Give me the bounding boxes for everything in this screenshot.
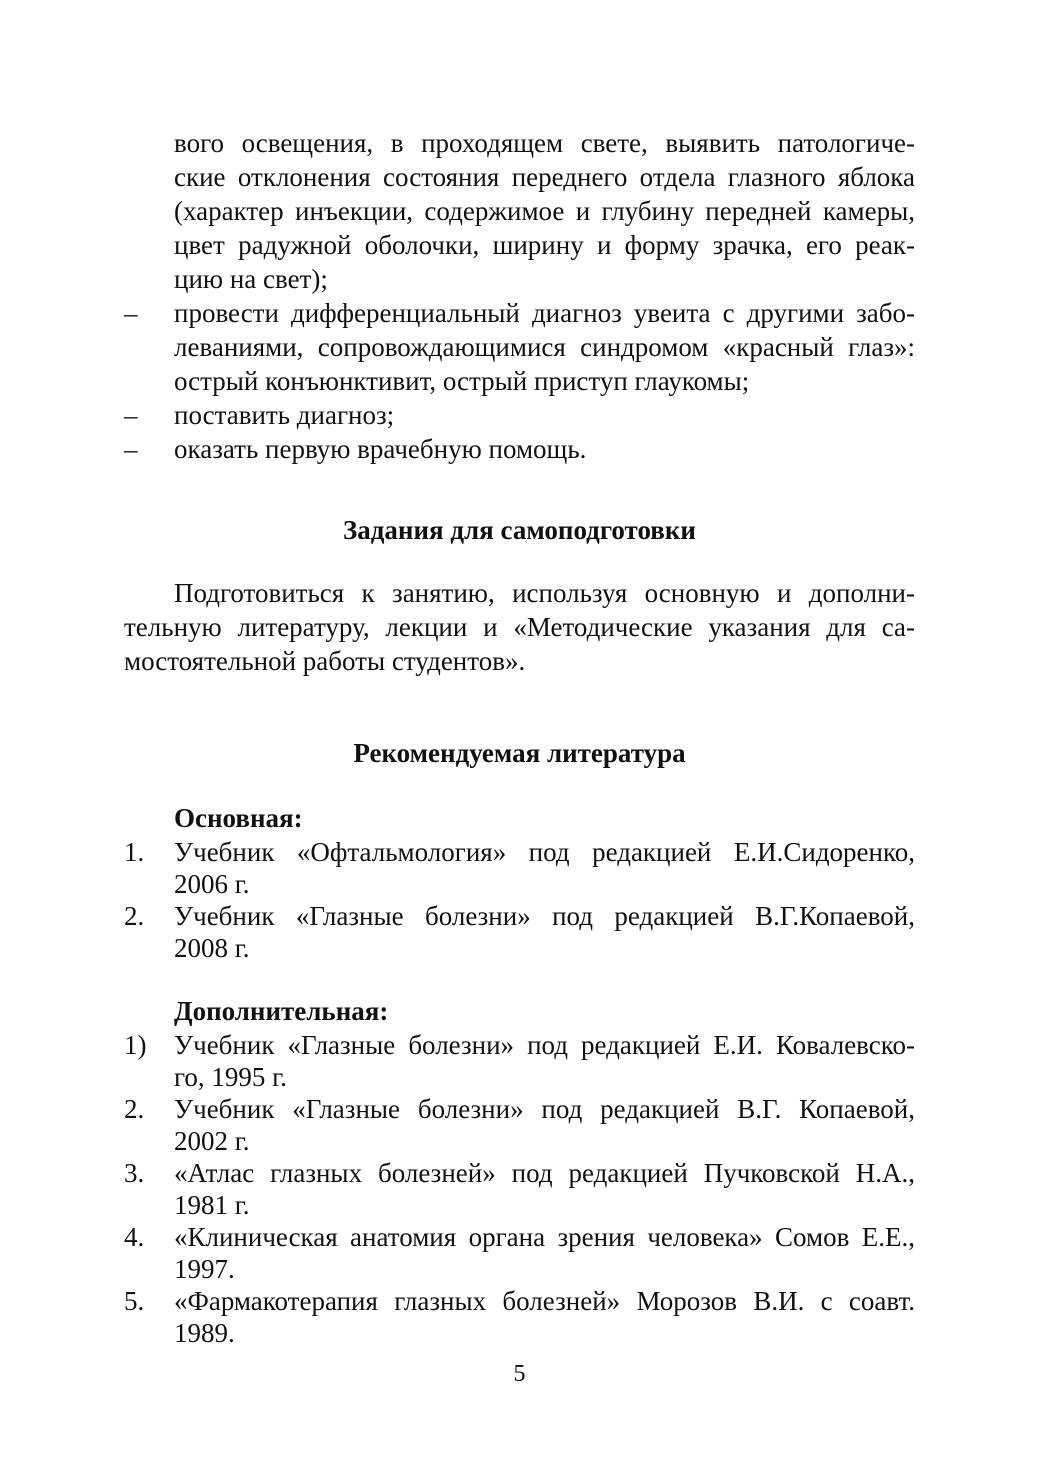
list-item-line: «Фармакотерапия глазных болезней» Морозов В.И. с соавт. xyxy=(174,1286,915,1316)
list-item-line: Учебник «Глазные болезни» под редакцией В.Г. Копаевой, xyxy=(174,1094,915,1124)
list-item-line: провести дифференциальный диагноз увеита с другими забо- xyxy=(174,298,915,328)
list-item-line: оказать первую врачебную помощь. xyxy=(174,434,587,464)
list-item-line: «Клиническая анатомия органа зрения человека» Сомов Е.Е., xyxy=(174,1222,915,1252)
item-number: 4. xyxy=(124,1222,145,1252)
list-item-line: «Атлас глазных болезней» под редакцией Пучковской Н.А., xyxy=(174,1158,915,1188)
list-item-line: 2006 г. xyxy=(174,869,250,899)
paragraph-line: мостоятельной работы студентов». xyxy=(124,646,526,676)
paragraph-line: тельную литературу, лекции и «Методические указания для са- xyxy=(124,612,915,642)
list-item-line: 1989. xyxy=(174,1318,235,1348)
list-item-line: Учебник «Офтальмология» под редакцией Е.И.Сидоренко, xyxy=(174,837,915,867)
dash-marker: – xyxy=(124,298,138,328)
main-literature-title: Основная: xyxy=(174,803,303,833)
self-prep-heading: Задания для самоподготовки xyxy=(343,515,696,545)
intro-line: вого освещения, в проходящем свете, выявить патологиче- xyxy=(174,128,915,158)
intro-line: ские отклонения состояния переднего отдела глазного яблока xyxy=(174,162,915,192)
list-item-line: 2002 г. xyxy=(174,1126,250,1156)
intro-line: цию на свет); xyxy=(174,264,328,294)
literature-heading: Рекомендуемая литература xyxy=(353,738,686,768)
dash-marker: – xyxy=(124,434,138,464)
item-number: 5. xyxy=(124,1286,145,1316)
additional-literature-title: Дополнительная: xyxy=(174,996,389,1026)
list-item-line: 1997. xyxy=(174,1254,235,1284)
item-number: 3. xyxy=(124,1158,145,1188)
paragraph-line: Подготовиться к занятию, используя основную и дополни- xyxy=(174,578,915,608)
list-item-line: Учебник «Глазные болезни» под редакцией Е.И. Ковалевско- xyxy=(174,1030,915,1060)
list-item-line: Учебник «Глазные болезни» под редакцией В.Г.Копаевой, xyxy=(174,901,915,931)
list-item-line: поставить диагноз; xyxy=(174,400,395,430)
item-number: 2. xyxy=(124,1094,145,1124)
list-item-line: 2008 г. xyxy=(174,933,250,963)
list-item-line: 1981 г. xyxy=(174,1190,250,1220)
intro-line: цвет радужной оболочки, ширину и форму зрачка, его реак- xyxy=(174,230,915,260)
item-number: 2. xyxy=(124,901,145,931)
page-number: 5 xyxy=(513,1361,526,1387)
list-item-line: го, 1995 г. xyxy=(174,1062,287,1092)
dash-marker: – xyxy=(124,400,138,430)
list-item-line: острый конъюнктивит, острый приступ глаукомы; xyxy=(174,366,750,396)
item-number: 1) xyxy=(124,1030,147,1060)
list-item-line: леваниями, сопровождающимися синдромом «красный глаз»: xyxy=(174,332,915,362)
item-number: 1. xyxy=(124,837,145,867)
intro-line: (характер инъекции, содержимое и глубину передней камеры, xyxy=(174,196,915,226)
